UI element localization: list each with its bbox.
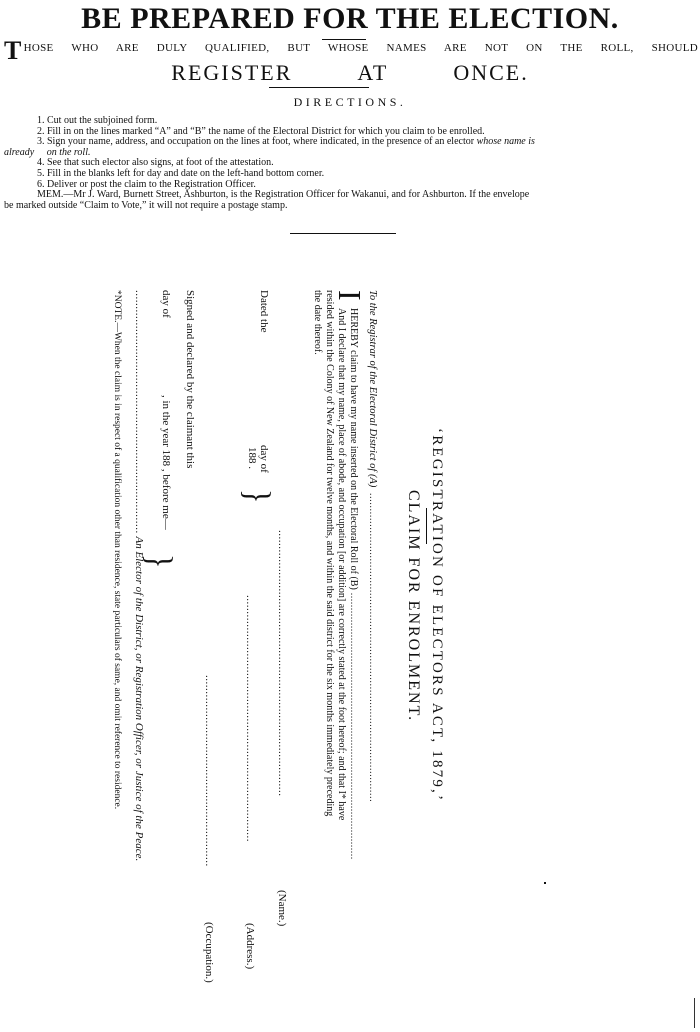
memo-line: be marked outside “Claim to Vote,” it will not require a postage stamp. <box>4 199 288 211</box>
stray-mark <box>544 882 546 884</box>
address-label: (Address.) <box>244 923 256 970</box>
claim-title: CLAIM FOR ENROLMENT. <box>405 490 422 723</box>
name-dotted-line: .................................................................................. <box>276 530 288 797</box>
signed-line: Signed and declared by the claimant this <box>184 290 196 469</box>
brace: } <box>237 489 278 504</box>
drop-cap: T <box>4 36 22 65</box>
occupation-dotted-line: ........................................................... <box>203 675 215 867</box>
day-of-label-2: day of <box>160 290 172 318</box>
claim-line: HEREBY claim to have my name inserted on the Electoral Roll of (B) ......................................................................................... <box>348 308 359 860</box>
big-initial: I <box>332 290 368 301</box>
directions-list <box>4 116 698 211</box>
register-word: REGISTER <box>171 60 293 85</box>
directions-title: DIRECTIONS. <box>293 95 407 109</box>
edge-mark <box>694 998 696 1028</box>
direction-item: already on the roll. <box>4 146 91 158</box>
direction-item: 6. Deliver or post the claim to the Registration Officer. <box>37 178 256 190</box>
intro-line <box>4 36 698 65</box>
address-dotted-line: ............................................................................ <box>244 595 256 842</box>
name-label: (Name.) <box>276 890 288 927</box>
intro-text: HOSE WHO ARE DULY QUALIFIED, BUT WHOSE NAMES ARE NOT ON THE ROLL, SHOULD <box>23 42 698 54</box>
year-label: 188 . <box>246 447 258 469</box>
once-word: ONCE. <box>453 60 529 85</box>
section-rule <box>290 233 396 234</box>
act-title: ‘REGISTRATION OF ELECTORS ACT, 1879,’ <box>429 428 445 803</box>
memo-line: MEM.—Mr J. Ward, Burnett Street, Ashburton, is the Registration Officer for Wakanui, and for Ashburton. If the envelope <box>37 189 530 201</box>
date-line: the date thereof. <box>312 290 323 355</box>
to-registrar-line: To the Registrar of the Electoral District of (A) ................................................................................................... <box>367 290 378 803</box>
direction-item: 5. Fill in the blanks left for day and date on the left-hand bottom corner. <box>37 167 325 179</box>
occupation-label: (Occupation.) <box>203 922 215 983</box>
in-the-year-line: , in the year 188 , before me— <box>160 395 172 530</box>
register-at-once <box>0 60 700 86</box>
act-underline <box>426 508 427 544</box>
footnote: *NOTE.—When the claim is in respect of a qualification other than residence, state particulars of same, and omit reference to residence. <box>112 290 122 810</box>
direction-item: 2. Fill in on the lines marked “A” and “B” the name of the Electoral District for which you claim to be enrolled. <box>37 125 485 137</box>
direction-item: 4. See that such elector also signs, at foot of the attestation. <box>37 157 274 169</box>
dated-the-label: Dated the <box>258 290 270 333</box>
claim-form <box>30 290 500 990</box>
declare-line: And I declare that my name, place of abode, and occupation [or addition] are correctly stated at the foot hereof; and that I* have <box>336 308 347 821</box>
direction-item: 1. Cut out the subjoined form. <box>37 115 158 126</box>
elector-line: ........................................................................... An Elector of the District, or Registration Officer, or Justice of the Peace. <box>133 290 145 862</box>
day-of-label: day of <box>258 445 270 473</box>
direction-item: 3. Sign your name, address, and occupation on the lines at foot, where indicated, in the presence of an elector whose name is <box>37 136 535 148</box>
resided-line: resided within the Colony of New Zealand for twelve months, and within the said district for the six months immediately preceding <box>324 290 335 817</box>
register-underline <box>269 87 369 88</box>
brace-2: } <box>139 554 180 569</box>
at-word: AT <box>357 60 389 85</box>
headline: BE PREPARED FOR THE ELECTION. <box>81 2 619 35</box>
